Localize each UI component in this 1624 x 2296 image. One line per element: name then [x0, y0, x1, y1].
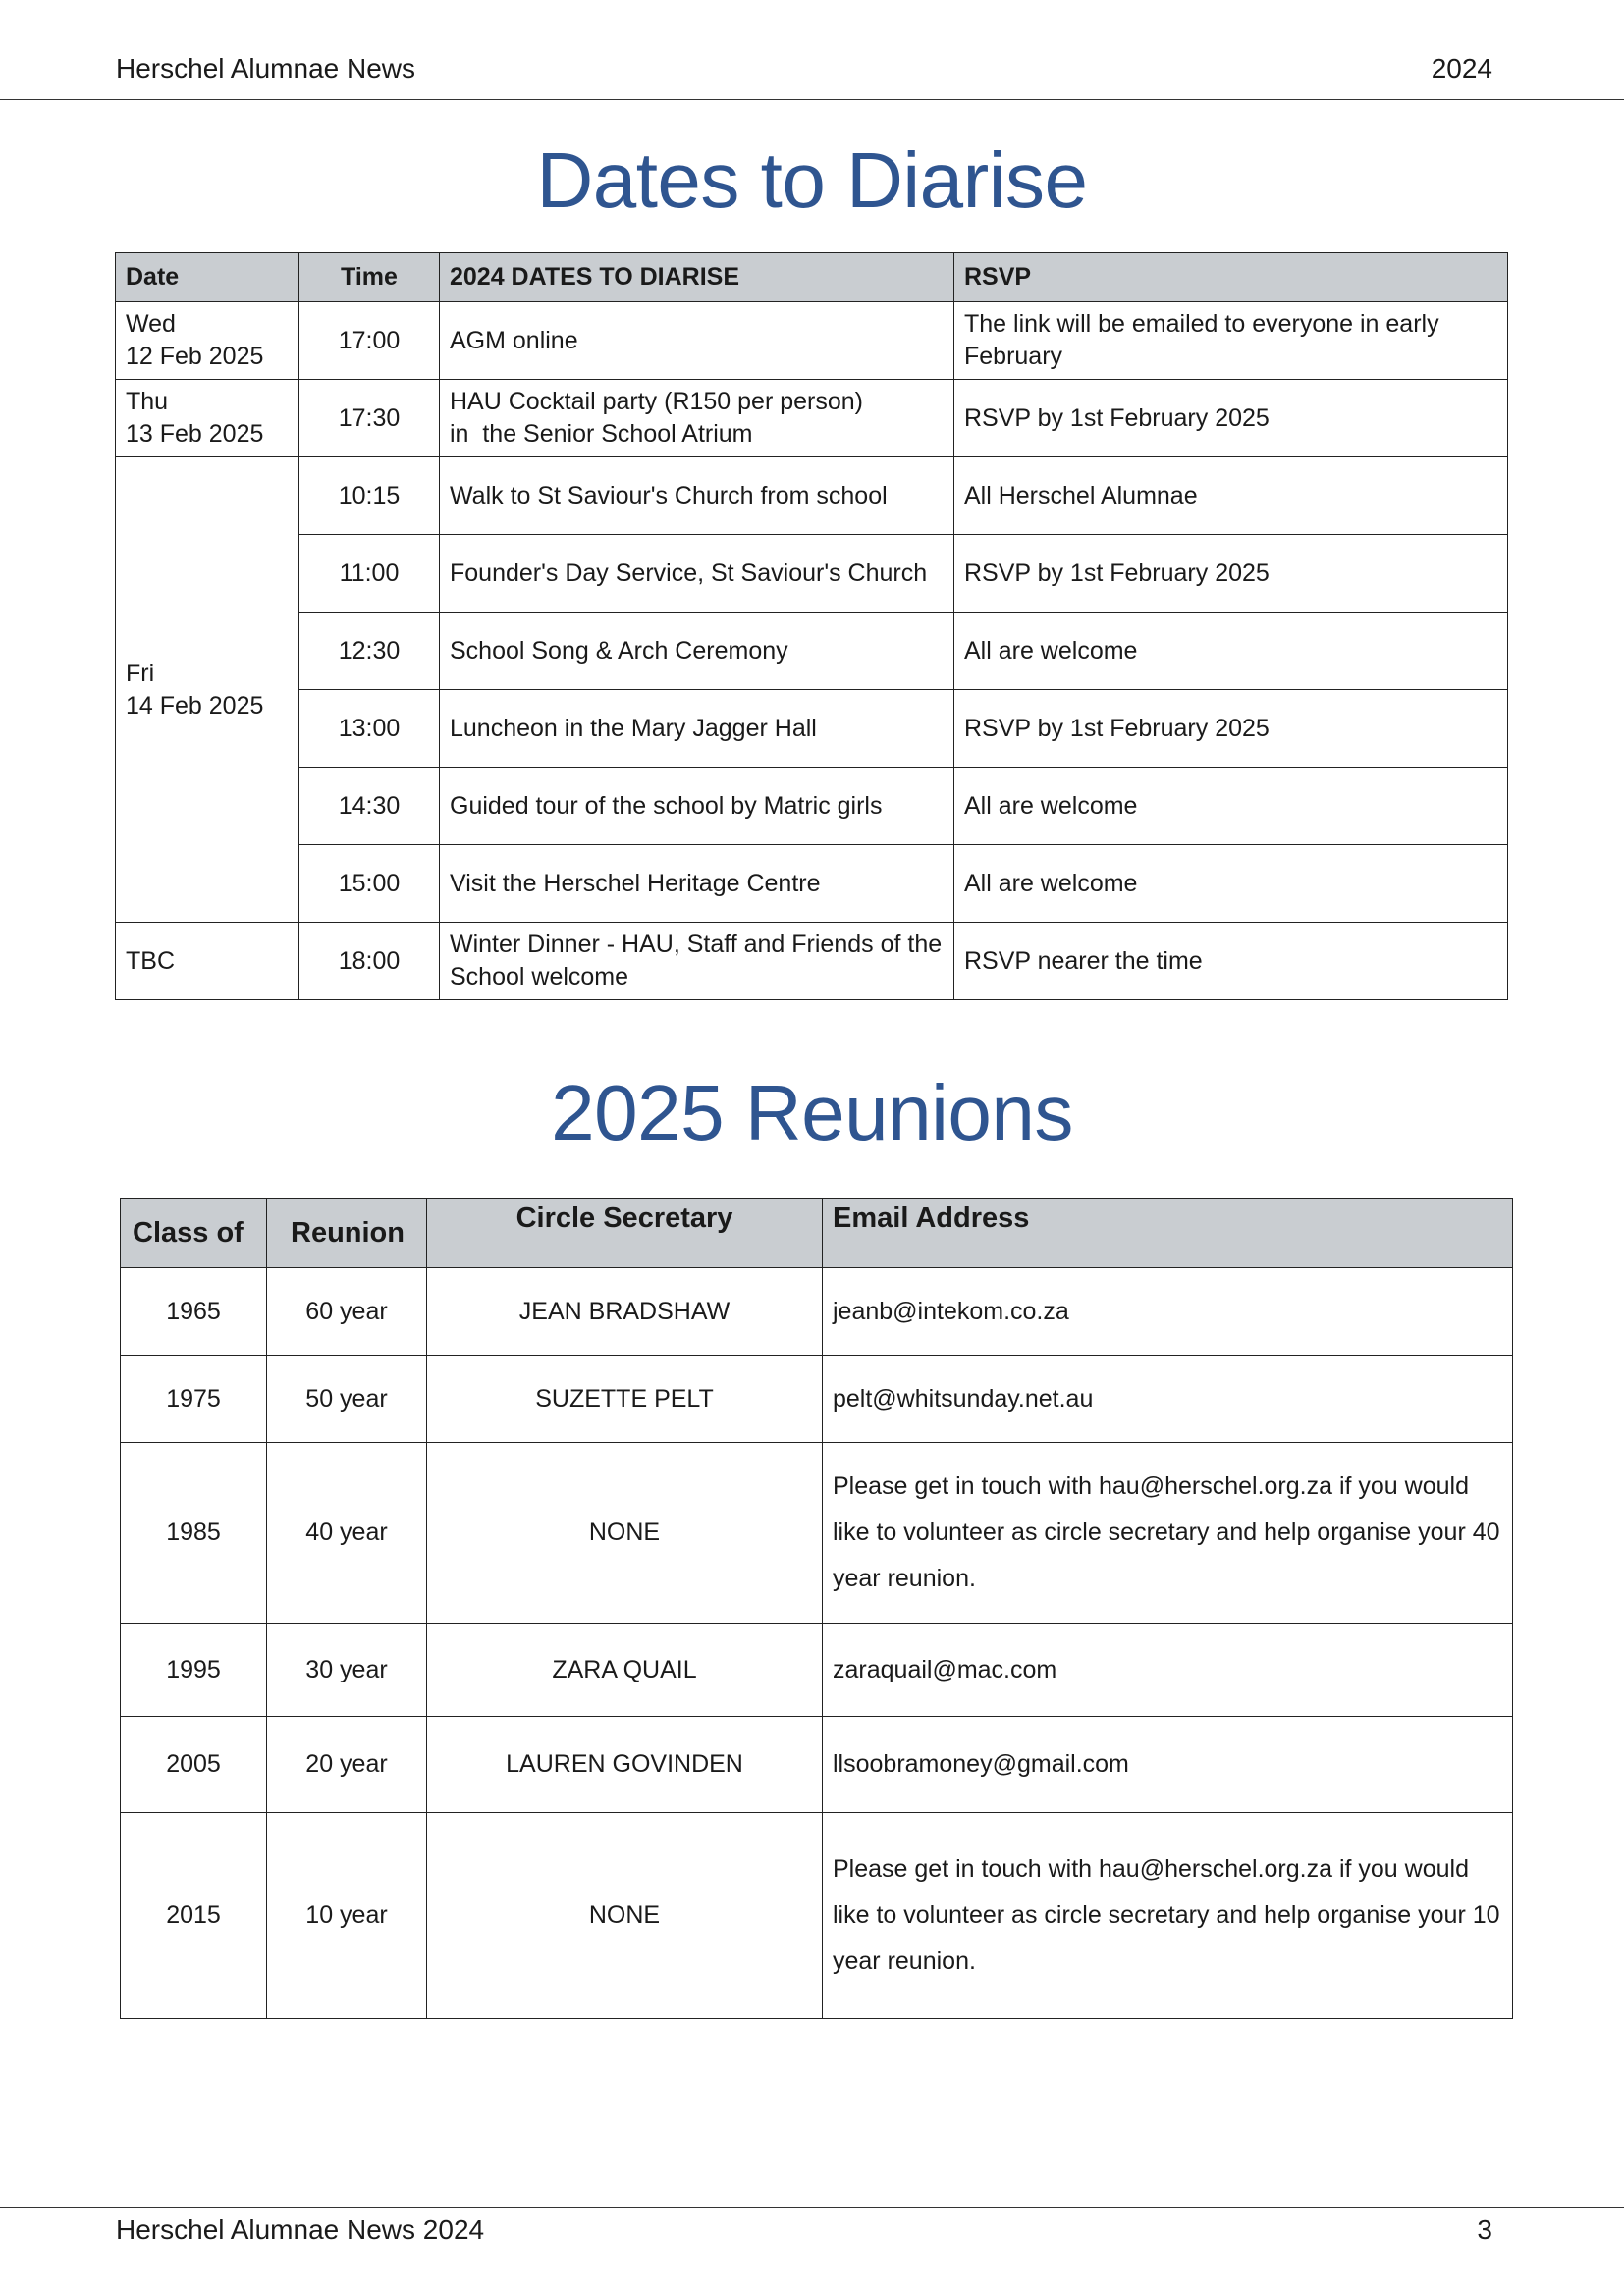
date-full: 12 Feb 2025: [126, 343, 264, 370]
time-cell: 17:00: [299, 302, 440, 380]
event-cell: Winter Dinner - HAU, Staff and Friends of the School welcome: [440, 923, 954, 1000]
time-cell: 15:00: [299, 845, 440, 923]
time-cell: 12:30: [299, 613, 440, 690]
date-cell: [116, 380, 299, 457]
time-cell: 11:00: [299, 535, 440, 613]
event-cell: AGM online: [440, 302, 954, 380]
date-full: 14 Feb 2025: [126, 691, 264, 720]
event-line: HAU Cocktail party (R150 per person): [450, 388, 863, 415]
table-row: [121, 1813, 1513, 2019]
page-number: 3: [1477, 2215, 1492, 2245]
email-cell: zaraquail@mac.com: [823, 1624, 1513, 1717]
date-day: Fri: [126, 659, 155, 687]
table-row: [121, 1268, 1513, 1356]
reunion-cell: 60 year: [267, 1268, 427, 1356]
table-row: [116, 535, 1508, 613]
rsvp-cell: All are welcome: [954, 613, 1508, 690]
col-header-date: Date: [116, 253, 299, 302]
col-header-reunion: Reunion: [267, 1199, 427, 1268]
event-cell: Guided tour of the school by Matric girls: [440, 768, 954, 845]
date-cell: TBC: [116, 923, 299, 1000]
event-cell: School Song & Arch Ceremony: [440, 613, 954, 690]
table-row: [116, 923, 1508, 1000]
rsvp-cell: All Herschel Alumnae: [954, 457, 1508, 535]
secretary-cell: SUZETTE PELT: [427, 1356, 823, 1443]
class-of-cell: 1995: [121, 1624, 267, 1717]
class-of-cell: 2005: [121, 1717, 267, 1813]
email-cell: Please get in touch with hau@herschel.org.za if you would like to volunteer as circle secretary and help organise your 10 year reunion.: [823, 1813, 1513, 2019]
col-header-rsvp: RSVP: [954, 253, 1508, 302]
table-row: [116, 845, 1508, 923]
table-row: [121, 1624, 1513, 1717]
table-row: [116, 380, 1508, 457]
table-row: [116, 690, 1508, 768]
secretary-cell: ZARA QUAIL: [427, 1624, 823, 1717]
reunions-table: [120, 1198, 1513, 2019]
dates-header-row: [116, 253, 1508, 302]
rsvp-cell: RSVP by 1st February 2025: [954, 380, 1508, 457]
rsvp-cell: All are welcome: [954, 845, 1508, 923]
class-of-cell: 1975: [121, 1356, 267, 1443]
col-header-email-address: Email Address: [823, 1199, 1513, 1268]
email-cell: pelt@whitsunday.net.au: [823, 1356, 1513, 1443]
col-header-event: 2024 DATES TO DIARISE: [440, 253, 954, 302]
table-row: [116, 457, 1508, 535]
event-cell: Luncheon in the Mary Jagger Hall: [440, 690, 954, 768]
class-of-cell: 1965: [121, 1268, 267, 1356]
rsvp-cell: All are welcome: [954, 768, 1508, 845]
table-row: [116, 768, 1508, 845]
time-cell: 13:00: [299, 690, 440, 768]
dates-section-title: Dates to Diarise: [536, 136, 1088, 224]
rsvp-cell: RSVP by 1st February 2025: [954, 535, 1508, 613]
date-day: Thu: [126, 388, 169, 415]
event-cell: Visit the Herschel Heritage Centre: [440, 845, 954, 923]
time-cell: 17:30: [299, 380, 440, 457]
event-cell: Walk to St Saviour's Church from school: [440, 457, 954, 535]
col-header-circle-secretary: Circle Secretary: [427, 1199, 823, 1268]
date-cell: [116, 457, 299, 923]
class-of-cell: 2015: [121, 1813, 267, 2019]
col-header-class-of: Class of: [121, 1199, 267, 1268]
col-header-time: Time: [299, 253, 440, 302]
table-row: [116, 613, 1508, 690]
reunions-header-row: [121, 1199, 1513, 1268]
reunion-cell: 30 year: [267, 1624, 427, 1717]
header-divider: [0, 99, 1624, 100]
reunion-cell: 10 year: [267, 1813, 427, 2019]
date-full: 13 Feb 2025: [126, 420, 264, 448]
table-row: [116, 302, 1508, 380]
secretary-cell: NONE: [427, 1443, 823, 1624]
page-header-year: 2024: [1431, 53, 1492, 83]
table-row: [121, 1443, 1513, 1624]
time-cell: 18:00: [299, 923, 440, 1000]
secretary-cell: NONE: [427, 1813, 823, 2019]
reunion-cell: 40 year: [267, 1443, 427, 1624]
rsvp-cell: RSVP by 1st February 2025: [954, 690, 1508, 768]
secretary-cell: LAUREN GOVINDEN: [427, 1717, 823, 1813]
footer-divider: [0, 2207, 1624, 2208]
email-cell: jeanb@intekom.co.za: [823, 1268, 1513, 1356]
rsvp-cell: The link will be emailed to everyone in early February: [954, 302, 1508, 380]
email-cell: Please get in touch with hau@herschel.org.za if you would like to volunteer as circle secretary and help organise your 40 year reunion.: [823, 1443, 1513, 1624]
rsvp-cell: RSVP nearer the time: [954, 923, 1508, 1000]
email-cell: llsoobramoney@gmail.com: [823, 1717, 1513, 1813]
reunion-cell: 50 year: [267, 1356, 427, 1443]
page-header-title: Herschel Alumnae News: [116, 53, 416, 83]
dates-table: [115, 252, 1508, 1000]
time-cell: 14:30: [299, 768, 440, 845]
secretary-cell: JEAN BRADSHAW: [427, 1268, 823, 1356]
event-cell: [440, 380, 954, 457]
date-cell: [116, 302, 299, 380]
table-row: [121, 1356, 1513, 1443]
page-footer-title: Herschel Alumnae News 2024: [116, 2215, 485, 2245]
reunions-section-title: 2025 Reunions: [551, 1069, 1073, 1156]
event-line: in the Senior School Atrium: [450, 420, 753, 448]
time-cell: 10:15: [299, 457, 440, 535]
class-of-cell: 1985: [121, 1443, 267, 1624]
reunion-cell: 20 year: [267, 1717, 427, 1813]
table-row: [121, 1717, 1513, 1813]
date-day: Wed: [126, 310, 176, 338]
event-cell: Founder's Day Service, St Saviour's Church: [440, 535, 954, 613]
